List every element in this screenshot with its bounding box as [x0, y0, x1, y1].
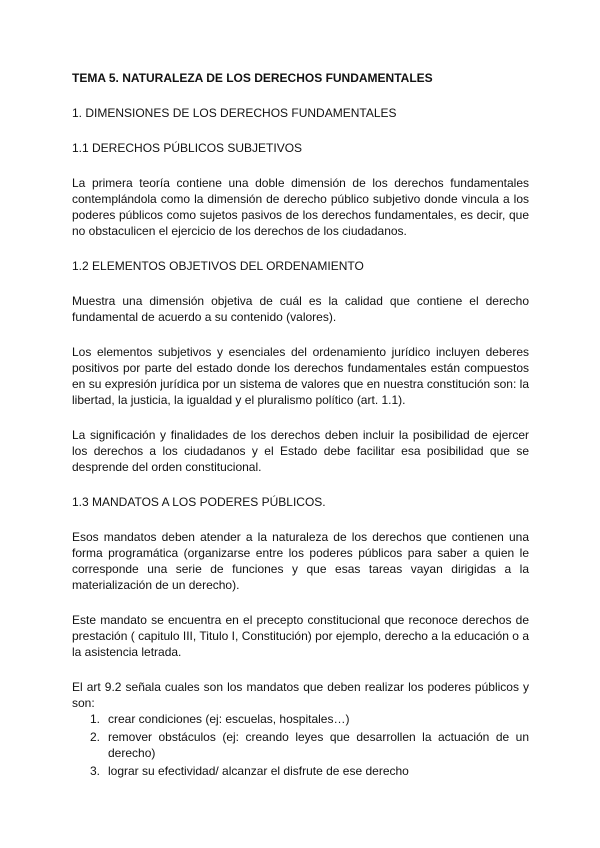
paragraph: La primera teoría contiene una doble dimensión de los derechos fundamentales contemplándola como la dimensión de derecho público subjetivo donde vincula a los poderes públicos como sujetos pasivos de los derechos fundamentales, es decir, que no obstaculicen el ejercicio de los derechos de los ciudadanos. — [72, 176, 529, 238]
list-item — [72, 711, 529, 727]
paragraph: La significación y finalidades de los derechos deben incluir la posibilidad de ejercer los derechos a los ciudadanos y el Estado debe facilitar esa posibilidad que se desprende del orden constitucional. — [72, 428, 529, 474]
subsection-heading: 1.3 MANDATOS A LOS PODERES PÚBLICOS. — [72, 495, 326, 509]
list-item — [72, 763, 529, 779]
paragraph: Los elementos subjetivos y esenciales del ordenamiento jurídico incluyen deberes positivos por parte del estado donde los derechos fundamentales están compuestos en su expresión jurídica por un sistema de valores que en nuestra constitución son: la libertad, la justicia, la igualdad y el pluralismo político (art. 1.1). — [72, 345, 529, 407]
list-item-text: remover obstáculos (ej: creando leyes que desarrollen la actuación de un derecho) — [108, 730, 529, 760]
list-item-number: 2. — [90, 730, 101, 744]
list-item-text: lograr su efectividad/ alcanzar el disfrute de ese derecho — [108, 764, 409, 778]
document-title: TEMA 5. NATURALEZA DE LOS DERECHOS FUNDAMENTALES — [72, 71, 433, 85]
paragraph: Este mandato se encuentra en el precepto constitucional que reconoce derechos de prestación ( capitulo III, Titulo I, Constitución) por ejemplo, derecho a la educación o a la asistencia letrada. — [72, 613, 529, 659]
document-page — [72, 70, 529, 781]
subsection-heading: 1.1 DERECHOS PÚBLICOS SUBJETIVOS — [72, 141, 303, 155]
list-item — [72, 729, 529, 761]
list-item-number: 3. — [90, 764, 101, 778]
list-item-text: crear condiciones (ej: escuelas, hospitales…) — [108, 712, 350, 726]
list-item-number: 1. — [90, 712, 101, 726]
paragraph: Muestra una dimensión objetiva de cuál es la calidad que contiene el derecho fundamental de acuerdo a su contenido (valores). — [72, 294, 529, 324]
numbered-list — [72, 711, 529, 779]
paragraph: El art 9.2 señala cuales son los mandatos que deben realizar los poderes públicos y son: — [72, 680, 529, 710]
paragraph: Esos mandatos deben atender a la naturaleza de los derechos que contienen una forma programática (organizarse entre los poderes públicos para saber a quien le corresponde una serie de funciones y que esas tareas vayan dirigidas a la materialización de un derecho). — [72, 530, 529, 592]
subsection-heading: 1.2 ELEMENTOS OBJETIVOS DEL ORDENAMIENTO — [72, 259, 364, 273]
section-heading: 1. DIMENSIONES DE LOS DERECHOS FUNDAMENTALES — [72, 106, 397, 120]
